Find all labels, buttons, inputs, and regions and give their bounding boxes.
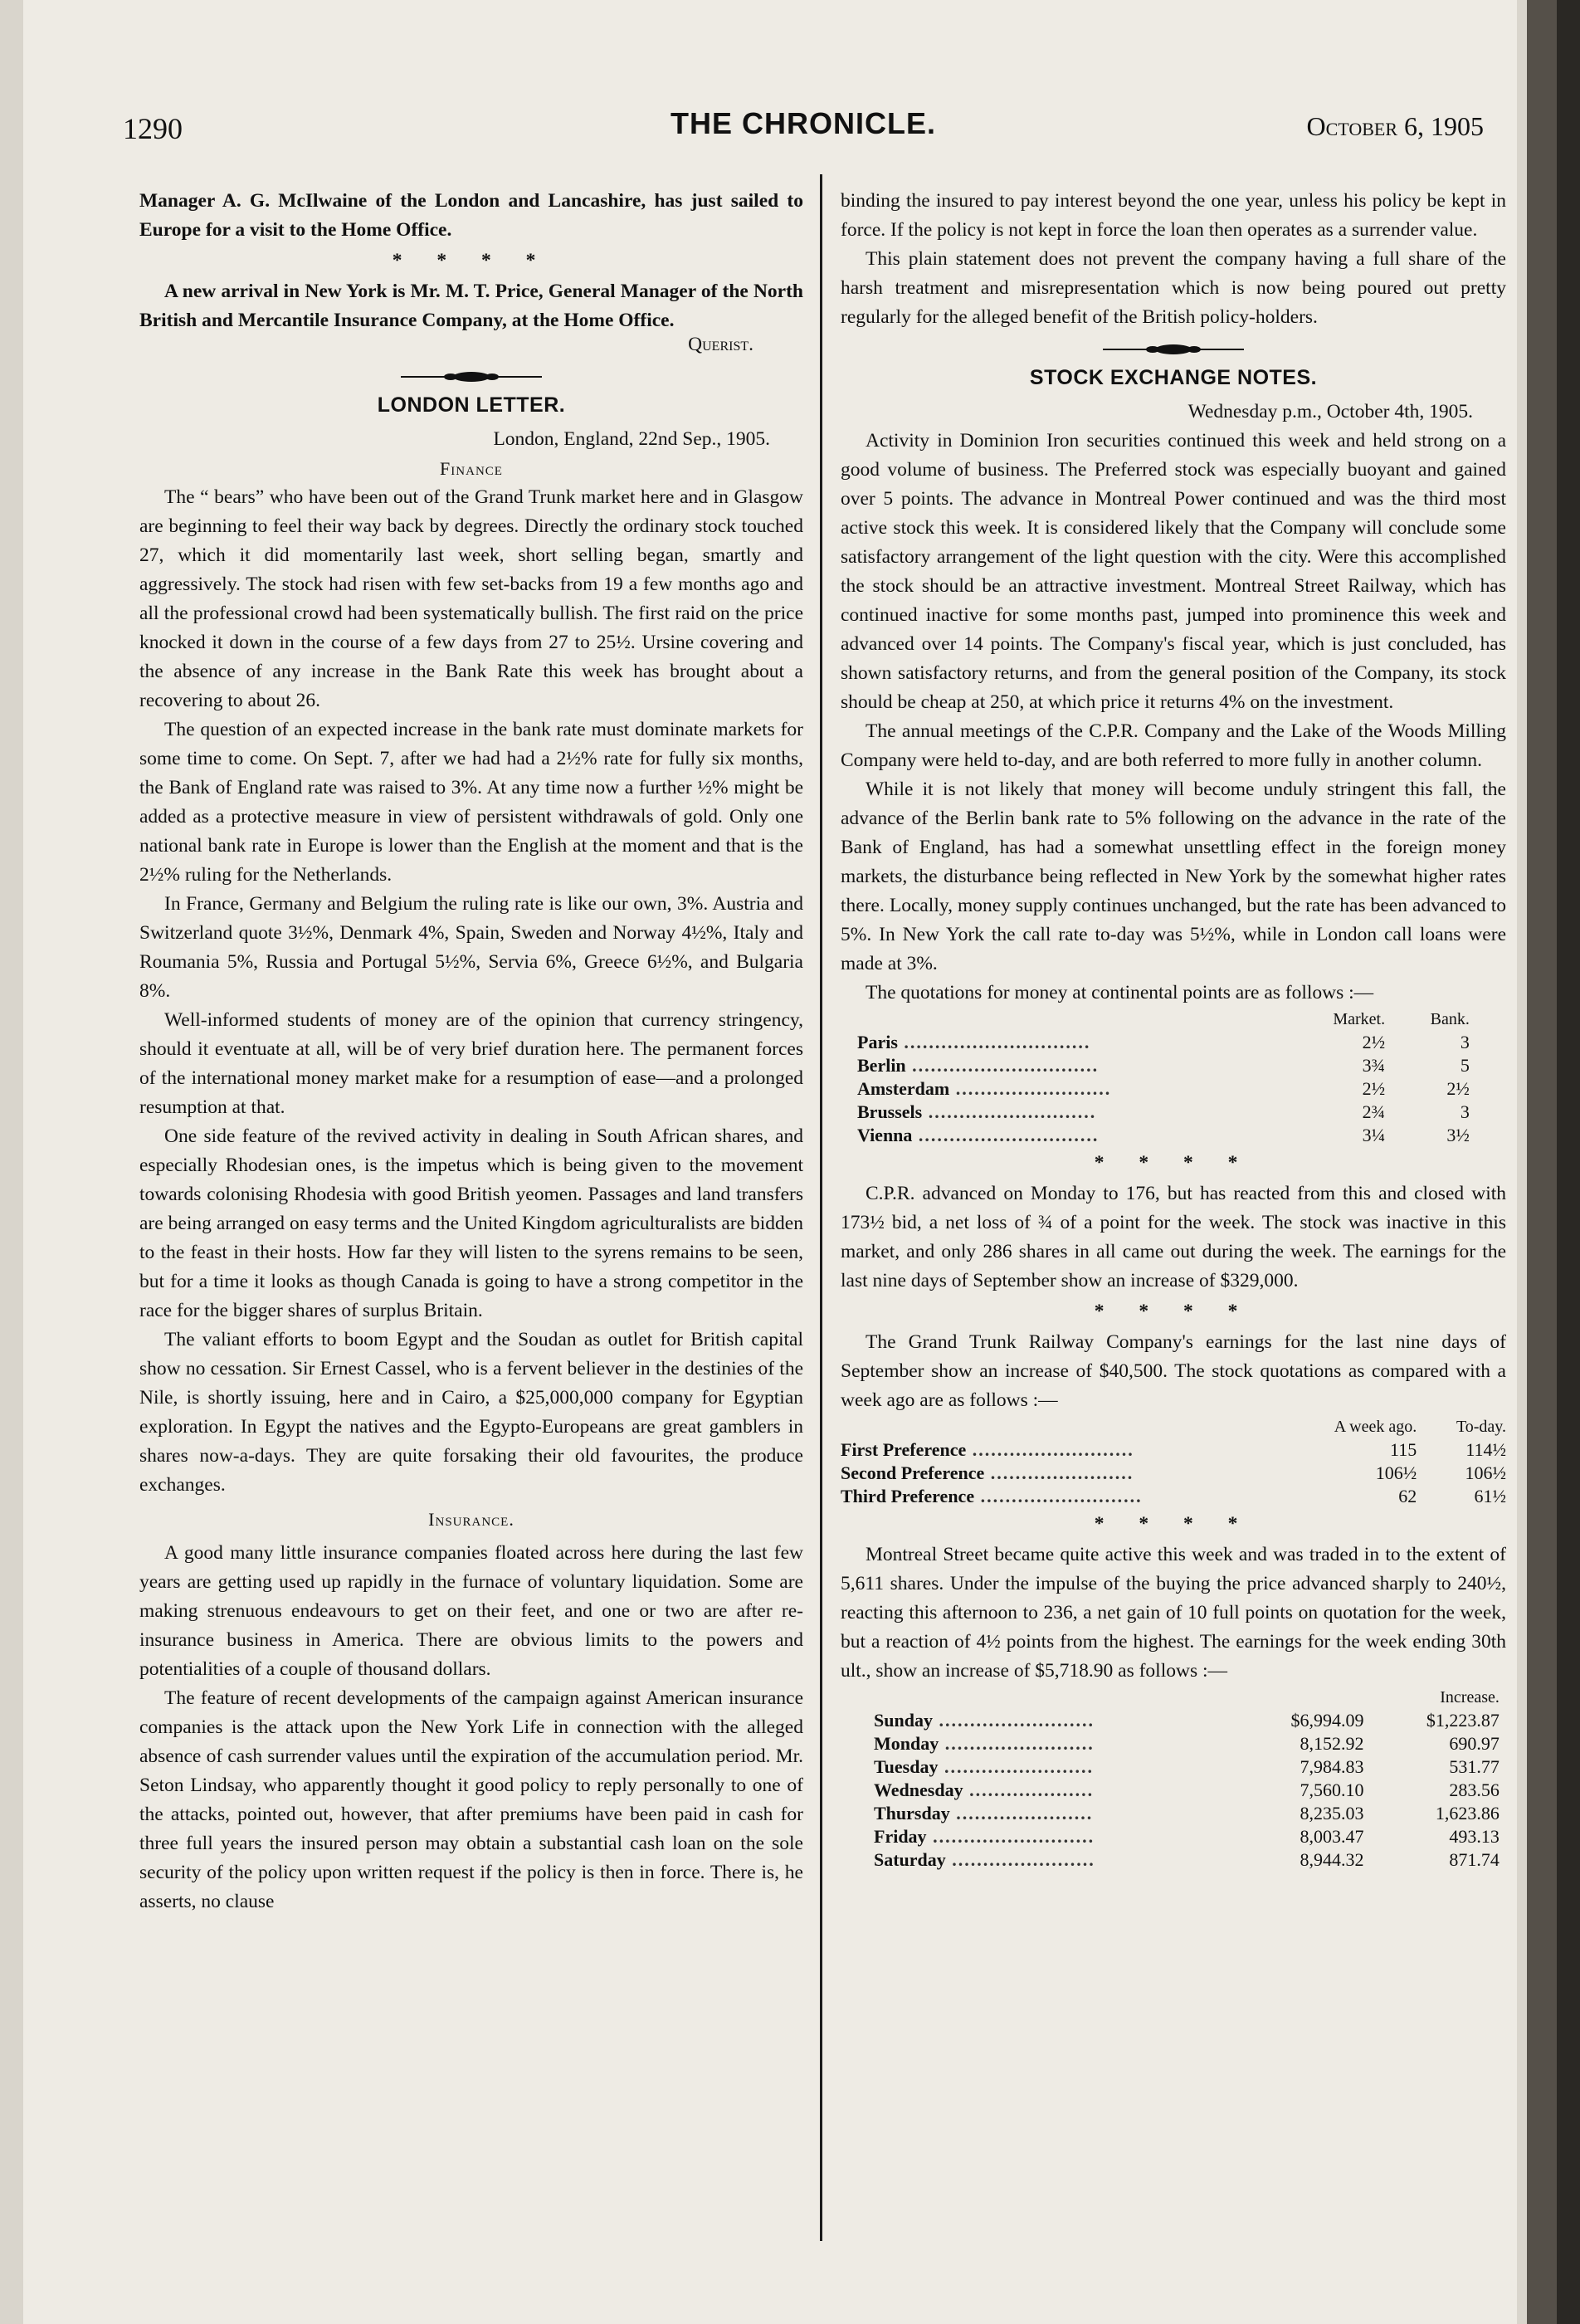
earnings-increase: 493.13 (1449, 1826, 1500, 1847)
table-row (857, 1101, 1470, 1124)
table-row (874, 1825, 1500, 1848)
market-rate: 3¾ (1362, 1055, 1386, 1076)
table-row (874, 1732, 1500, 1755)
preference-label: Third Preference .......................... (841, 1486, 1143, 1506)
intro-paragraph-2: A new arrival in New York is Mr. M. T. Price, General Manager of the North British and Mercantile Insurance Company, at the Home Office. (139, 281, 803, 331)
table-row (841, 1462, 1506, 1485)
table-row (857, 1054, 1470, 1077)
section-stars: * * * * (392, 250, 551, 271)
table-row (874, 1755, 1500, 1779)
ornament-divider (1103, 344, 1244, 355)
bank-rate: 3 (1460, 1101, 1470, 1122)
column-header: To-day. (1456, 1418, 1506, 1436)
montreal-paragraph: Montreal Street became quite active this week and was traded in to the extent of 5,611 shares. Under the impulse of the buying the price advanced sharply to 240½, reacting this afternoon to 236, a net gain of 10 full points on quotation for the week, but a reaction of 4½ points from the highest. The earnings for the week ending 30th ult., show an increase of $5,718.90 as follows :— (841, 1544, 1506, 1682)
stock-paragraph: While it is not likely that money will become unduly stringent this fall, the advance of the Berlin bank rate to 5% following on the advance in the rate of the Bank of England, has had a somewhat unsettling effect in the foreign money markets, the disturbance being reflected in New York by the somewhat higher rates there. Locally, money supply continues unchanged, but the rate has been advanced to 5%. In New York the call rate to-day was 5½%, while in London call loans were made at 3%. (841, 779, 1506, 974)
market-rate: 2½ (1362, 1078, 1386, 1099)
table-row (874, 1802, 1500, 1825)
page-gutter-shadow (1557, 0, 1580, 2324)
page-number: 1290 (123, 112, 183, 145)
column-header: Increase. (1440, 1688, 1500, 1706)
cpr-paragraph: C.P.R. advanced on Monday to 176, but has reacted from this and closed with 173½ bid, a net loss of ¾ of a point for the week. The stock was inactive in this market, and only 286 shares in all came out during the week. The earnings for the last nine days of September show an increase of $329,000. (841, 1183, 1506, 1291)
finance-paragraph: In France, Germany and Belgium the ruling rate is like our own, 3%. Austria and Switzerland quote 3½%, Denmark 4%, Spain, Sweden and Norway 4½%, Italy and Roumania 5%, Russia and Portugal 5½%, Servia 6%, Greece 6½%, and Bulgaria 8%. (139, 893, 803, 1002)
left-column (139, 187, 803, 1916)
signature: Querist. (688, 334, 753, 355)
bank-rate: 3 (1460, 1032, 1470, 1052)
column-rule (820, 174, 822, 2241)
today-value: 61½ (1474, 1486, 1506, 1506)
city-name: Vienna ............................. (857, 1125, 1100, 1145)
ornament-divider (401, 371, 542, 383)
earnings-amount: 8,003.47 (1300, 1826, 1364, 1847)
earnings-increase: 1,623.86 (1435, 1803, 1500, 1824)
preference-label: First Preference .......................... (841, 1439, 1134, 1460)
earnings-amount: 7,560.10 (1300, 1780, 1364, 1800)
day-label: Tuesday ........................ (874, 1756, 1094, 1777)
finance-paragraph: Well-informed students of money are of the opinion that currency stringency, should it eventuate at all, will be of very brief duration here. The permanent forces of the international money market make for a resumption of ease—and a prolonged resumption at that. (139, 1009, 803, 1118)
intro-paragraph-1: Manager A. G. McIlwaine of the London and Lancashire, has just sailed to Europe for a visit to the Home Office. (139, 190, 803, 241)
page-header (123, 106, 1484, 148)
column-header: Bank. (1430, 1010, 1470, 1028)
week-ago-value: 62 (1398, 1486, 1417, 1506)
stock-paragraph: Activity in Dominion Iron securities continued this week and held strong on a good volume of business. The Preferred stock was especially buoyant and gained over 5 points. The advance in Montreal Power continued and was the third most active stock this week. It is considered likely that the Company will conclude some satisfactory arrangement of the light question with the city. Were this accomplished the stock should be an attractive investment. Montreal Street Railway, which has continued inactive for some months past, jumped into prominence this week and advanced over 14 points. The Company's fiscal year, which is just concluded, has shown satisfactory returns, and from the general position of the Company, its stock should be cheap at 250, at which price it returns 4% on the investment. (841, 430, 1506, 713)
earnings-amount: 8,944.32 (1300, 1849, 1364, 1870)
earnings-amount: 8,152.92 (1300, 1733, 1364, 1754)
grand-trunk-table (841, 1415, 1506, 1508)
finance-subheading: Finance (440, 458, 503, 479)
publication-title: THE CHRONICLE. (671, 106, 936, 140)
earnings-amount: $6,994.09 (1290, 1710, 1364, 1731)
earnings-increase: 283.56 (1449, 1780, 1500, 1800)
insurance-paragraph: A good many little insurance companies floated across here during the last few years are getting used up rapidly in the furnace of voluntary liquidation. Some are making strenuous endeavours to get on their feet, and one or two are after re-insurance business in America. There are obvious limits to the powers and potentialities of a couple of thousand dollars. (139, 1542, 803, 1680)
table-row (874, 1848, 1500, 1872)
city-name: Amsterdam ......................... (857, 1078, 1112, 1099)
day-label: Sunday ......................... (874, 1710, 1095, 1731)
stock-paragraph: The quotations for money at continental points are as follows :— (866, 982, 1374, 1003)
bank-rate: 2½ (1446, 1078, 1470, 1099)
continuation-paragraph: This plain statement does not prevent the company having a full share of the harsh treatment and misrepresentation which is now being poured out pretty regularly for the alleged benefit of the British policy-holders. (841, 248, 1506, 328)
city-name: Paris .............................. (857, 1032, 1091, 1052)
table-header-row (841, 1415, 1506, 1438)
stock-notes-dateline: Wednesday p.m., October 4th, 1905. (1187, 401, 1473, 422)
newspaper-page (23, 0, 1517, 2324)
earnings-amount: 7,984.83 (1300, 1756, 1364, 1777)
finance-paragraph: One side feature of the revived activity in dealing in South African shares, and especially Rhodesian ones, is the impetus which is being given to the movement towards colonising Rhodesia with good British yeomen. Passages and land transfers are being arranged on easy terms and the United Kingdom agriculturalists are bidden to the feast in their hosts. How far they will listen to the syrens remains to be seen, but for a time it looks as though Canada is going to have a strong competitor in the race for the bigger shares of surplus Britain. (139, 1125, 803, 1321)
continuation-paragraph: binding the insured to pay interest beyond the one year, unless his policy be kept in force. If the policy is not kept in force the loan then operates as a surrender value. (841, 190, 1506, 241)
finance-paragraph: The question of an expected increase in the bank rate must dominate markets for some time to come. On Sept. 7, after we had had a 2½% rate for fully six months, the Bank of England rate was raised to 3%. At any time now a further ½% might be added as a protective measure in view of persistent withdrawals of gold. Only one national bank rate in Europe is lower than the English at the moment and that is the 2½% ruling for the Netherlands. (139, 719, 803, 886)
insurance-subheading: Insurance. (428, 1509, 514, 1530)
today-value: 114½ (1465, 1439, 1506, 1460)
stock-paragraph: The annual meetings of the C.P.R. Company and the Lake of the Woods Milling Company were held to-day, and are both referred to more fully in another column. (841, 720, 1506, 771)
city-name: Brussels ........................... (857, 1101, 1097, 1122)
section-stars: * * * * (1094, 1513, 1253, 1535)
table-header-row (857, 1008, 1470, 1031)
earnings-increase: $1,223.87 (1426, 1710, 1500, 1731)
table-row (874, 1779, 1500, 1802)
preference-label: Second Preference ....................... (841, 1462, 1134, 1483)
table-row (874, 1709, 1500, 1732)
stock-notes-heading: STOCK EXCHANGE NOTES. (1029, 366, 1318, 389)
earnings-increase: 871.74 (1449, 1849, 1500, 1870)
table-row (841, 1485, 1506, 1508)
table-header-row (874, 1686, 1500, 1709)
london-letter-heading: LONDON LETTER. (377, 393, 566, 417)
earnings-amount: 8,235.03 (1300, 1803, 1364, 1824)
money-quotations-table (857, 1008, 1470, 1147)
day-label: Wednesday .................... (874, 1780, 1095, 1800)
today-value: 106½ (1465, 1462, 1506, 1483)
column-header: Market. (1333, 1010, 1386, 1028)
earnings-table (874, 1686, 1500, 1872)
market-rate: 3¼ (1362, 1125, 1386, 1145)
section-stars: * * * * (1094, 1301, 1253, 1322)
market-rate: 2¾ (1362, 1101, 1386, 1122)
city-name: Berlin .............................. (857, 1055, 1100, 1076)
section-stars: * * * * (1094, 1152, 1253, 1174)
bank-rate: 5 (1460, 1055, 1470, 1076)
table-row (841, 1438, 1506, 1462)
table-row (857, 1031, 1470, 1054)
bank-rate: 3½ (1446, 1125, 1470, 1145)
finance-paragraph: The valiant efforts to boom Egypt and the Soudan as outlet for British capital show no cessation. Sir Ernest Cassel, who is a fervent believer in the destinies of the Nile, is shortly issuing, here and in Cairo, a $25,000,000 company for Egyptian exploration. In Egypt the natives and the Egypto-Europeans are great gamblers in shares now-a-days. They are quite forsaking their old favourites, the produce exchanges. (139, 1329, 803, 1496)
finance-paragraph: The “ bears” who have been out of the Grand Trunk market here and in Glasgow are beginning to feel their way back by degrees. Directly the ordinary stock touched 27, which it did momentarily last week, short selling began, smartly and aggressively. The stock had risen with few set-backs from 19 a few months ago and all the professional crowd had been systematically bullish. The first raid on the price knocked it down in the course of a few days from 27 to 25½. Ursine covering and the absence of any increase in the Bank Rate this week has brought about a recovering to about 26. (139, 486, 803, 711)
day-label: Thursday ...................... (874, 1803, 1094, 1824)
market-rate: 2½ (1362, 1032, 1386, 1052)
insurance-paragraph: The feature of recent developments of the campaign against American insurance companies is the attack upon the New York Life in connection with the alleged absence of cash surrender values until the expiration of the accumulation period. Mr. Seton Lindsay, who apparently thought it good policy to reply personally to one of the attacks, pointed out, however, that after premiums have been paid in cash for three full years the insured person may obtain a substantial cash loan on the sole security of the policy upon written request if the policy is then in force. There is, he asserts, no clause (139, 1687, 803, 1912)
table-row (857, 1077, 1470, 1101)
earnings-increase: 690.97 (1449, 1733, 1500, 1754)
day-label: Monday ........................ (874, 1733, 1095, 1754)
grand-trunk-paragraph: The Grand Trunk Railway Company's earnings for the last nine days of September show an increase of $40,500. The stock quotations as compared with a week ago are as follows :— (841, 1331, 1506, 1411)
column-header: A week ago. (1334, 1418, 1417, 1436)
issue-date: October 6, 1905 (1306, 111, 1484, 141)
week-ago-value: 106½ (1375, 1462, 1417, 1483)
london-letter-dateline: London, England, 22nd Sep., 1905. (493, 428, 770, 450)
right-column (841, 187, 1506, 1872)
day-label: Friday .......................... (874, 1826, 1095, 1847)
earnings-increase: 531.77 (1449, 1756, 1500, 1777)
table-row (857, 1124, 1470, 1147)
day-label: Saturday ....................... (874, 1849, 1095, 1870)
week-ago-value: 115 (1390, 1439, 1417, 1460)
